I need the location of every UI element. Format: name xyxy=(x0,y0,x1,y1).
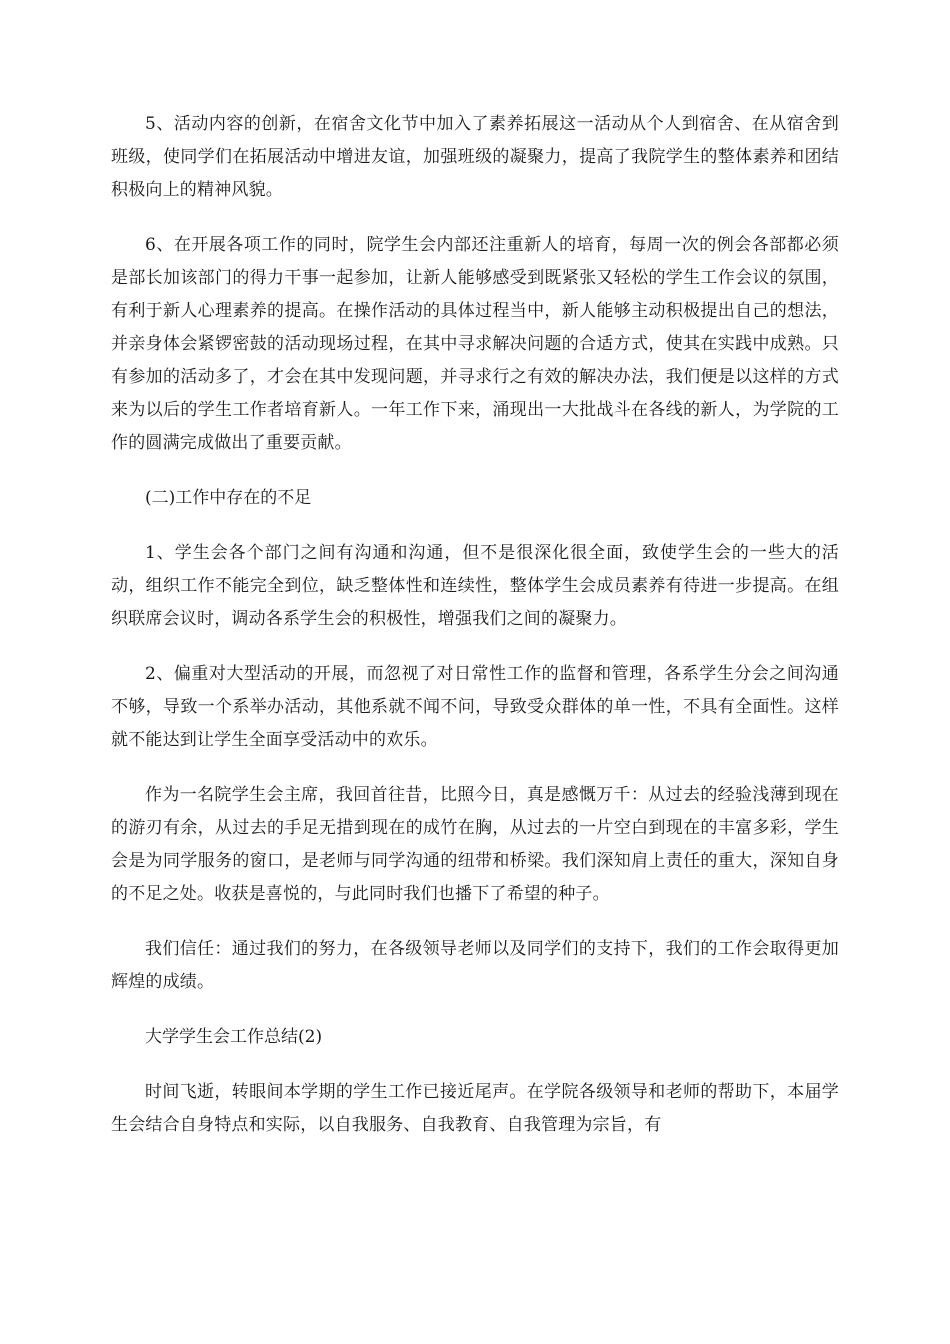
paragraph-shortcoming-1: 1、学生会各个部门之间有沟通和沟通，但不是很深化很全面，致使学生会的一些大的活动，组织工作不能完全到位，缺乏整体性和连续性，整体学生会成员素养有待进一步提高。在组织联席会议时，调动各系学生会的积极性，增强我们之间的凝聚力。 xyxy=(111,543,839,629)
paragraph-item-5: 5、活动内容的创新，在宿舍文化节中加入了素养拓展这一活动从个人到宿舍、在从宿舍到班级，使同学们在拓展活动中增进友谊，加强班级的凝聚力，提高了我院学生的整体素养和团结积极向上的精神风貌。 xyxy=(111,114,839,200)
paragraph-summary-2-intro: 时间飞逝，转眼间本学期的学生工作已接近尾声。在学院各级领导和老师的帮助下，本届学生会结合自身特点和实际，以自我服务、自我教育、自我管理为宗旨，有 xyxy=(111,1082,839,1135)
section-heading-shortcomings: (二)工作中存在的不足 xyxy=(145,488,312,508)
section-heading-summary-2: 大学学生会工作总结(2) xyxy=(145,1027,323,1047)
paragraph-item-6: 6、在开展各项工作的同时，院学生会内部还注重新人的培育，每周一次的例会各部都必须是部长加该部门的得力干事一起参加，让新人能够感受到既紧张又轻松的学生工作会议的氛围，有利于新人心理素养的提高。在操作活动的具体过程当中，新人能够主动积极提出自己的想法，并亲身体会紧锣密鼓的活动现场过程，在其中寻求解决问题的合适方式，使其在实践中成熟。只有参加的活动多了，才会在其中发现问题，并寻求行之有效的解决办法，我们便是以这样的方式来为以后的学生工作者培育新人。一年工作下来，涌现出一大批战斗在各线的新人，为学院的工作的圆满完成做出了重要贡献。 xyxy=(111,235,839,453)
paragraph-chairman-reflection: 作为一名院学生会主席，我回首往昔，比照今日，真是感慨万千：从过去的经验浅薄到现在的游刃有余，从过去的手足无措到现在的成竹在胸，从过去的一片空白到现在的丰富多彩，学生会是为同学服务的窗口，是老师与同学沟通的纽带和桥梁。我们深知肩上责任的重大，深知自身的不足之处。收获是喜悦的，与此同时我们也播下了希望的种子。 xyxy=(111,785,839,904)
paragraph-belief: 我们信任：通过我们的努力，在各级领导老师以及同学们的支持下，我们的工作会取得更加辉煌的成绩。 xyxy=(111,939,839,992)
paragraph-shortcoming-2: 2、偏重对大型活动的开展，而忽视了对日常性工作的监督和管理，各系学生分会之间沟通不够，导致一个系举办活动，其他系就不闻不问，导致受众群体的单一性，不具有全面性。这样就不能达到让学生全面享受活动中的欢乐。 xyxy=(111,664,839,750)
document-body xyxy=(111,108,839,1164)
